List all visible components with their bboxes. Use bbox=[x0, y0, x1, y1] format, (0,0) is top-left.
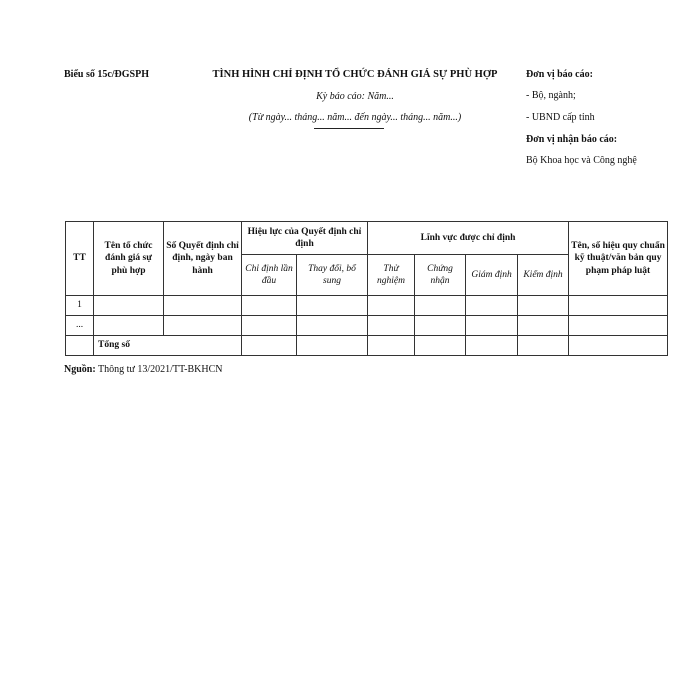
table-cell bbox=[164, 296, 242, 316]
total-label: Tổng số bbox=[94, 336, 242, 356]
subheader-verification: Kiểm định bbox=[518, 255, 569, 296]
table-cell bbox=[368, 316, 415, 336]
table-cell bbox=[242, 316, 297, 336]
report-title: TÌNH HÌNH CHỈ ĐỊNH TỔ CHỨC ĐÁNH GIÁ SỰ PHÙ HỢP bbox=[212, 69, 498, 80]
row-tt: 1 bbox=[66, 296, 94, 316]
table-cell bbox=[466, 336, 518, 356]
table-cell bbox=[297, 336, 368, 356]
table-cell bbox=[297, 316, 368, 336]
table-cell bbox=[569, 296, 668, 316]
table-row bbox=[66, 296, 668, 316]
table-cell bbox=[297, 296, 368, 316]
subheader-inspection: Giám định bbox=[466, 255, 518, 296]
table-cell bbox=[94, 296, 164, 316]
table-cell bbox=[94, 316, 164, 336]
reporting-unit-item: - UBND cấp tỉnh bbox=[526, 112, 595, 123]
table-cell bbox=[466, 316, 518, 336]
table-cell bbox=[518, 296, 569, 316]
reporting-unit-item: - Bộ, ngành; bbox=[526, 90, 576, 101]
source-value: Thông tư 13/2021/TT-BKHCN bbox=[98, 364, 223, 375]
table-cell bbox=[415, 296, 466, 316]
table-cell bbox=[66, 336, 94, 356]
subheader-testing: Thử nghiệm bbox=[368, 255, 415, 296]
table-cell bbox=[415, 336, 466, 356]
subheader-amendment: Thay đổi, bổ sung bbox=[297, 255, 368, 296]
subheader-certification: Chứng nhận bbox=[415, 255, 466, 296]
report-period: Kỳ báo cáo: Năm... bbox=[316, 91, 394, 102]
header-validity: Hiệu lực của Quyết định chỉ định bbox=[242, 222, 368, 255]
header-field: Lĩnh vực được chỉ định bbox=[368, 222, 569, 255]
form-code: Biểu số 15c/ĐGSPH bbox=[64, 69, 150, 80]
report-table bbox=[65, 221, 668, 356]
header-standard: Tên, số hiệu quy chuẩn kỹ thuật/văn bản quy phạm pháp luật bbox=[569, 222, 668, 296]
header-org-name: Tên tổ chức đánh giá sự phù hợp bbox=[94, 222, 164, 296]
source-note bbox=[64, 364, 223, 375]
header-decision-no: Số Quyết định chỉ định, ngày ban hành bbox=[164, 222, 242, 296]
receiving-unit-label: Đơn vị nhận báo cáo: bbox=[526, 134, 618, 145]
table-cell bbox=[164, 316, 242, 336]
table-cell bbox=[368, 296, 415, 316]
table-cell bbox=[466, 296, 518, 316]
title-underline bbox=[314, 128, 384, 129]
table-cell bbox=[518, 316, 569, 336]
table-cell bbox=[569, 336, 668, 356]
row-tt: ... bbox=[66, 316, 94, 336]
table-header-row bbox=[66, 222, 668, 255]
table-cell bbox=[415, 316, 466, 336]
table-cell bbox=[569, 316, 668, 336]
reporting-unit-label: Đơn vị báo cáo: bbox=[526, 69, 593, 80]
table-row bbox=[66, 316, 668, 336]
table-cell bbox=[242, 296, 297, 316]
subheader-first-designation: Chỉ định lần đầu bbox=[242, 255, 297, 296]
table-cell bbox=[242, 336, 297, 356]
receiving-unit-value: Bộ Khoa học và Công nghệ bbox=[526, 155, 637, 166]
table-cell bbox=[518, 336, 569, 356]
table-total-row bbox=[66, 336, 668, 356]
header-tt: TT bbox=[66, 222, 94, 296]
table-cell bbox=[368, 336, 415, 356]
source-label: Nguồn: bbox=[64, 364, 96, 375]
report-date-range: (Từ ngày... tháng... năm... đến ngày... tháng... năm...) bbox=[248, 112, 462, 123]
